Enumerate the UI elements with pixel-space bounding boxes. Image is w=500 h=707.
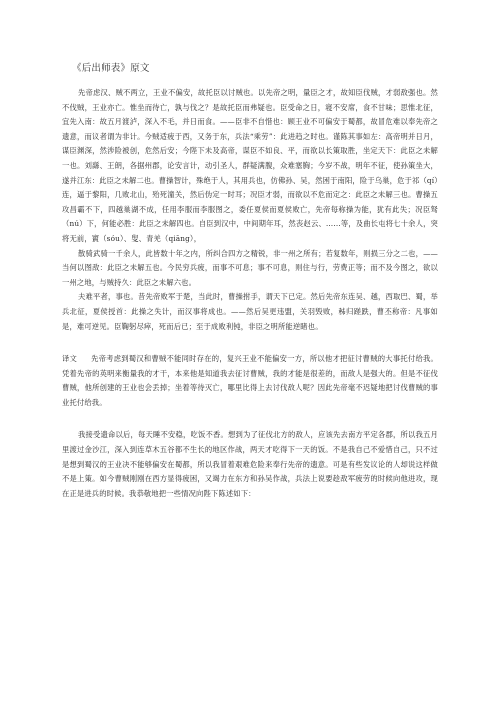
original-paragraph-1: 先帝虑汉、贼不两立，王业不偏安，故托臣以讨贼也。以先帝之明，量臣之才，故知臣伐贼，才弱敌强也。然不伐贼，王业亦亡。惟坐而待亡，孰与伐之？是故托臣而弗疑也。臣受命之日，寝不安席，食不甘味；思惟北征，宜先入南：故五月渡泸，深入不毛，并日而食。——臣非不自惜也：顾王业不可偏安于蜀都，故冒危难以奉先帝之遗意，而议者谓为非计。今贼适疲于西，又务于东，兵法“乘劳”：此进趋之时也。谨陈其事如左：高帝明并日月，谋臣渊深，然涉险被创，危然后安；今陛下未及高帝，谋臣不如良、平，而欲以长策取胜，坐定天下：此臣之未解一也。刘繇、王朗，各据州郡，论安言计，动引圣人，群疑满腹，众难塞胸；今岁不战，明年不征，使孙策坐大，遂并江东：此臣之未解二也。曹操智计，殊绝于人，其用兵也，仿佛孙、吴，然困于南阳，险于乌巢，危于祁（qí）连，逼于黎阳，几败北山，殆死潼关，然后伪定一时耳；况臣才弱，而欲以不危而定之：此臣之未解三也。曹操五攻昌霸不下，四越巢湖不成，任用李服而李服图之，委任夏侯而夏侯败亡，先帝每称操为能，犹有此失；况臣驽（nú）下，何能必胜：此臣之未解四也。自臣到汉中，中间期年耳，然丧赵云、……等，及曲长屯将七十余人，突将无前，賨（sóu）、叟、青羌（qiāng）， — [62, 88, 438, 243]
translation-paragraph-2: 我接受遗命以后，每天睡不安稳，吃饭不香。想到为了征伐北方的敌人，应该先去南方平定各郡，所以我五月里渡过金沙江，深入到连草木五谷都不生长的地区作战，两天才吃得下一天的饭。不是我自己不爱惜自己，只不过是想到蜀汉的王业决不能够偏安在蜀都，所以我冒着艰难危险来奉行先帝的遗意。可是有些发议论的人却说这样做不是上策。如今曹贼刚刚在西方显得疲困，又竭力在东方和孙吴作战，兵法上说要趁敌军疲劳的时候向他进攻，现在正是进兵的时候。我恭敬地把一些情况向陛下陈述如下： — [62, 430, 438, 498]
original-paragraph-2: 散骑武骑一千余人，此皆数十年之内，所纠合四方之精锐，非一州之所有；若复数年，则损三分之二也，——当何以图敌：此臣之未解五也。今民穷兵疲，而事不可息；事不可息，则住与行，劳费正等；而不及今图之，欲以一州之地，与贼持久：此臣之未解六也。 — [62, 248, 438, 287]
section-spacer — [62, 334, 438, 352]
original-paragraph-3: 夫难平者，事也。昔先帝败军于楚，当此时，曹操拊手，谓天下已定。然后先帝东连吴、越，西取巴、蜀，举兵北征，夏侯授首：此操之失计，而汉事将成也。——然后吴更违盟，关羽毁败，秭归蹉跌，曹丕称帝：凡事如是，难可逆见。臣鞠躬尽瘁，死而后已；至于成败利钝，非臣之明所能逆睹也。 — [62, 292, 438, 331]
section-spacer-2 — [62, 410, 438, 428]
translation-block — [62, 352, 438, 410]
document-title: 《后出师表》原文 — [72, 63, 150, 74]
translation-paragraph-1: 先帝考虑到蜀汉和曹贼不能同时存在的，复兴王业不能偏安一方，所以他才把征讨曹贼的大事托付给我。凭着先帝的英明来衡量我的才干，本来他是知道我去征讨曹贼，我的才能是很差的，而敌人是强大的。但是不征伐曹贼，他所创建的王业也会丢掉；坐着等待灭亡，哪里比得上去讨伐敌人呢？因此先帝毫不迟疑地把讨伐曹贼的事业托付给我。 — [62, 354, 438, 407]
translation-label: 译文 — [62, 354, 78, 364]
